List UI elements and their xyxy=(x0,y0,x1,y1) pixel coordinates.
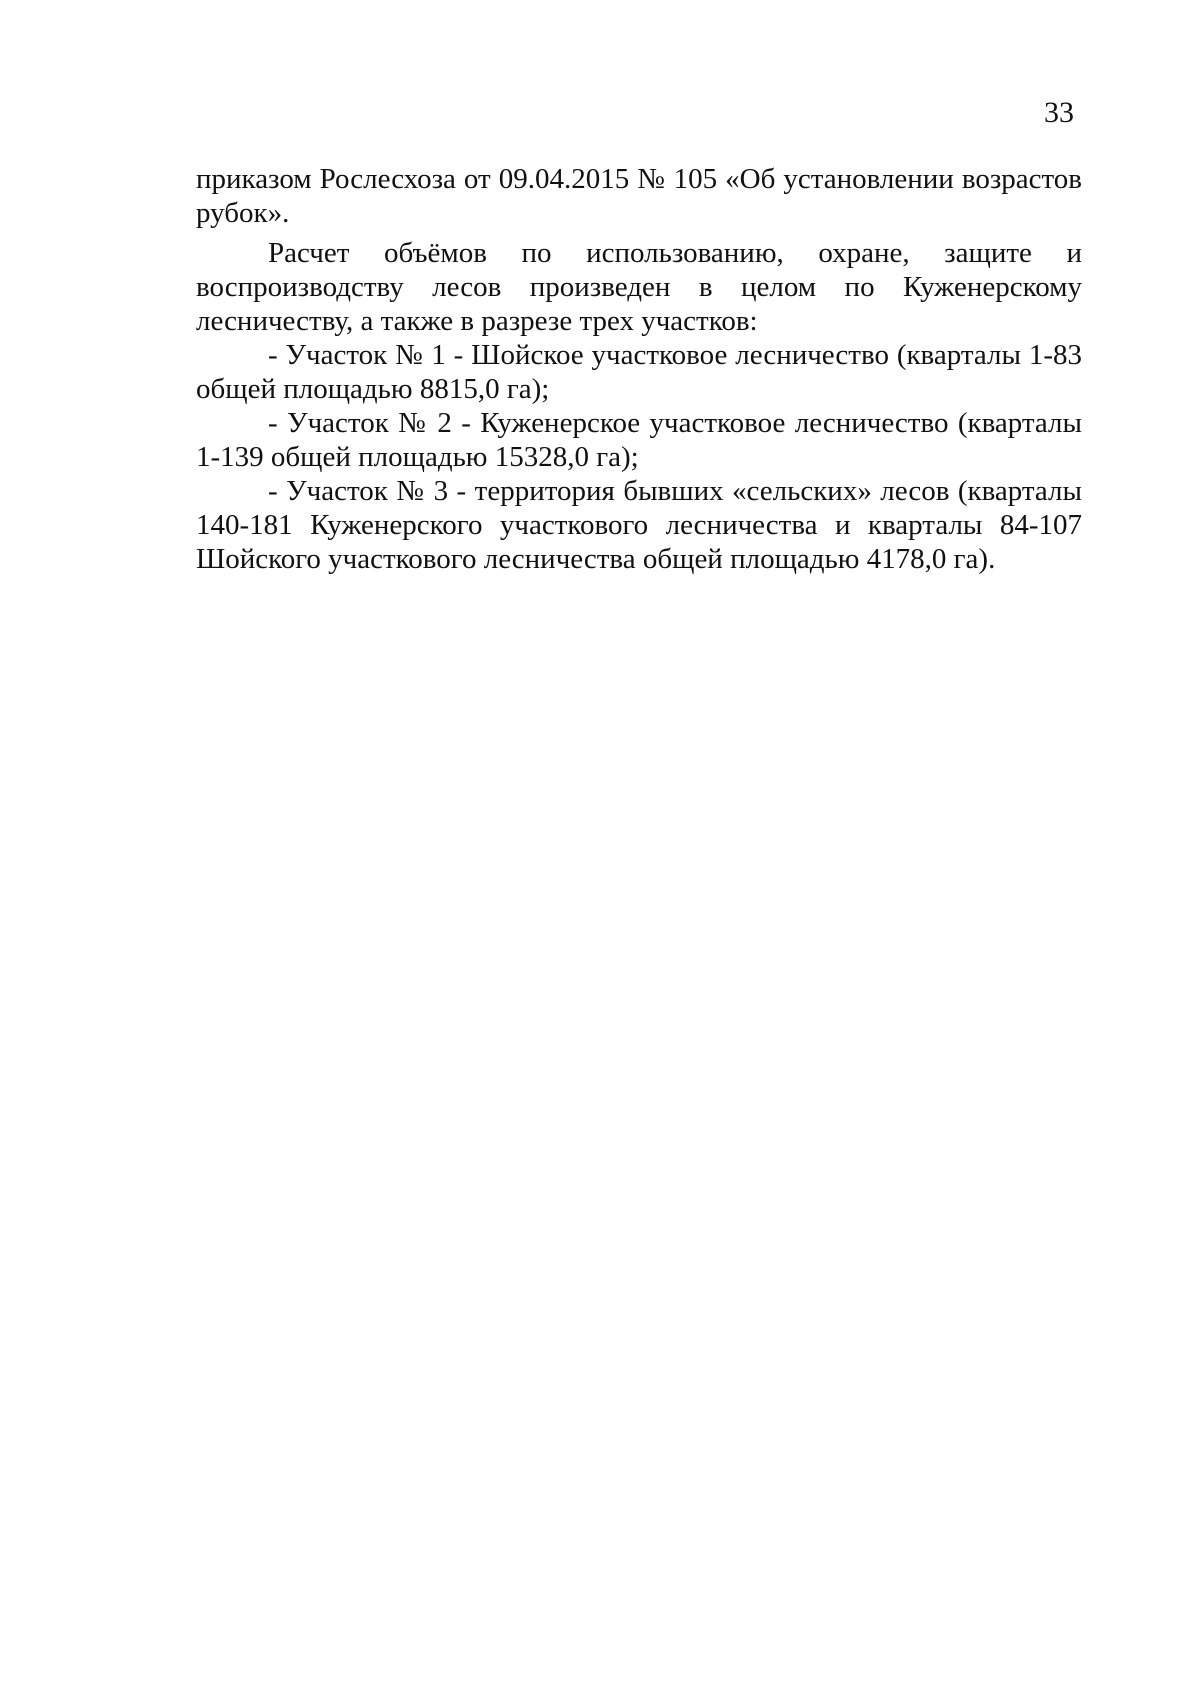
paragraph-calculation: Расчет объёмов по использованию, охране, защите и воспроизводству лесов произведен в целом по Куженерскому лесничеству, а также в разрезе трех участков: xyxy=(196,237,1082,337)
paragraph-plot-2: - Участок № 2 - Куженерское участковое лесничество (кварталы 1-139 общей площадью 15328,0 га); xyxy=(196,407,1082,473)
page-number: 33 xyxy=(1044,96,1074,129)
document-body xyxy=(196,162,1082,576)
paragraph-order-continuation: приказом Рослесхоза от 09.04.2015 № 105 «Об установлении возрастов рубок». xyxy=(196,163,1082,229)
paragraph-plot-1: - Участок № 1 - Шойское участковое лесничество (кварталы 1-83 общей площадью 8815,0 га); xyxy=(196,339,1082,405)
paragraph-plot-3: - Участок № 3 - территория бывших «сельских» лесов (кварталы 140-181 Куженерского участкового лесничества и кварталы 84-107 Шойского участкового лесничества общей площадью 4178,0 га). xyxy=(196,475,1082,575)
